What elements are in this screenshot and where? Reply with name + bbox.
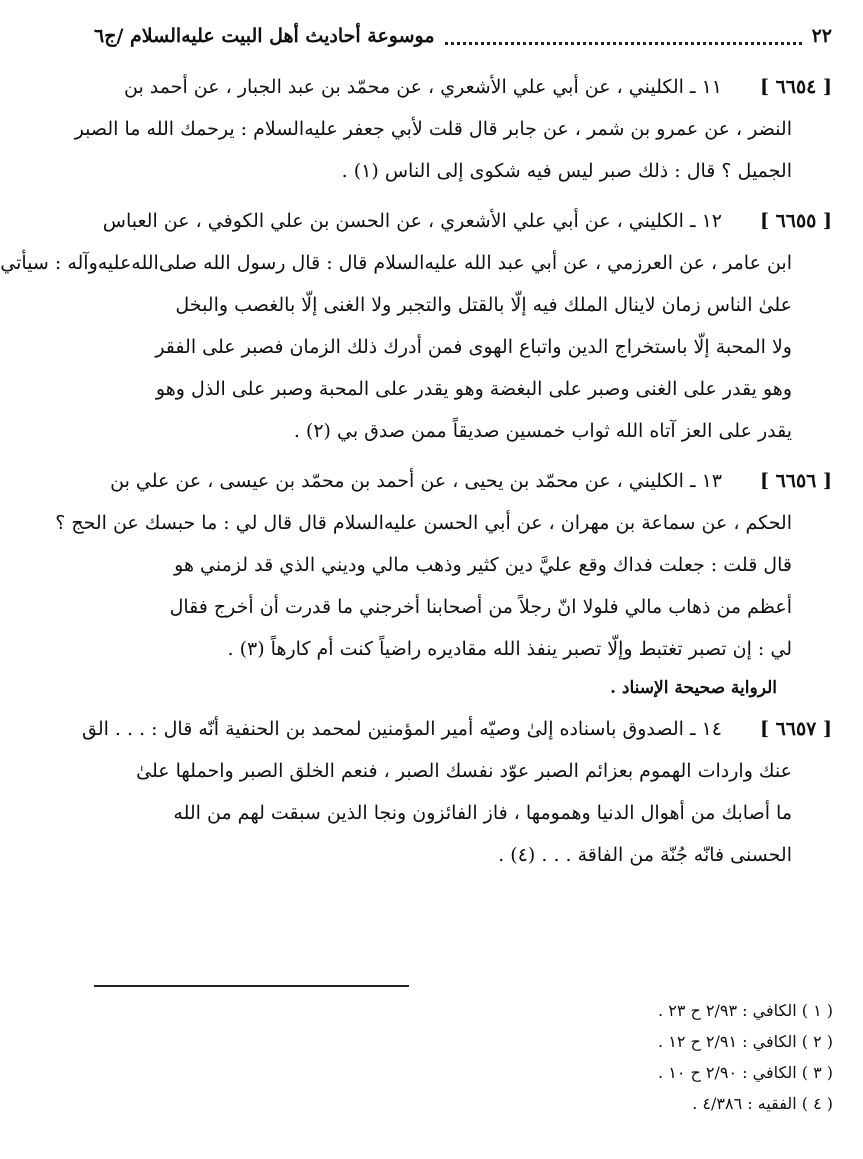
footnotes (95, 995, 833, 1119)
hadith-line: الجميل ؟ قال : ذلك صبر ليس فيه شكوى إلى الناس (١) . (341, 160, 792, 182)
hadith-line: علىٰ الناس زمان لاينال الملك فيه إلّا بالقتل والتجبر ولا الغنى إلّا بالغصب والبخل (175, 294, 792, 316)
hadith-line: ولا المحبة إلّا باستخراج الدين واتباع الهوى فمن أدرك ذلك الزمان فصبر على الفقر (155, 336, 792, 358)
hadith-line: ما أصابك من أهوال الدنيا وهمومها ، فاز الفائزون ونجا الذين سبقت لهم من الله (173, 802, 792, 824)
hadith-entry (74, 66, 832, 192)
page (0, 18, 832, 876)
hadith-entry (81, 708, 832, 876)
running-header (94, 18, 832, 54)
hadith-line: أعظم من ذهاب مالي فلولا انّ رجلاً من أصحابنا أخرجني ما قدرت أن أخرج فقال (169, 596, 792, 618)
hadith-entry (0, 200, 832, 452)
page-number: ٢٢ (811, 25, 832, 47)
hadith-line: ابن عامر ، عن العرزمي ، عن أبي عبد الله عليه‌السلام قال : قال رسول الله صلى‌الله‌عليه‌وآله : سيأتي (0, 252, 792, 274)
hadith-line: [ ٦٦٥٦ ] ١٣ ـ الكليني ، عن محمّد بن يحيى ، عن أحمد بن محمّد بن عيسى ، عن علي بن (94, 460, 832, 502)
hadith-number: [ ٦٦٥٥ ] (759, 210, 832, 232)
isnad-note: الرواية صحيحة الإسناد . (610, 678, 777, 698)
header-dot-leader (445, 28, 802, 45)
footnote: ( ٤ ) الفقيه : ٤/٣٨٦ . (692, 1094, 833, 1113)
hadith-entry (55, 460, 832, 706)
footnote-divider (94, 985, 409, 987)
hadith-number: [ ٦٦٥٤ ] (759, 76, 832, 98)
hadith-line: الحكم ، عن سماعة بن مهران ، عن أبي الحسن عليه‌السلام قال قال لي : ما حبسك عن الحج ؟ (55, 512, 792, 534)
hadith-number: [ ٦٦٥٧ ] (759, 718, 832, 740)
footnote: ( ٢ ) الكافي : ٢/٩١ ح ١٢ . (658, 1032, 833, 1051)
hadith-line: لي : إن تصبر تغتبط وإلّا تصبر ينفذ الله مقاديره راضياً كنت أم كارهاً (٣) . (227, 638, 792, 660)
hadith-line: الحسنى فانّه جُنّة من الفاقة . . . (٤) . (498, 844, 792, 866)
hadith-line: [ ٦٦٥٧ ] ١٤ ـ الصدوق باسناده إلىٰ وصيّه أمير المؤمنين لمحمد بن الحنفية أنّه قال : . . . الق (94, 708, 832, 750)
footnote: ( ١ ) الكافي : ٢/٩٣ ح ٢٣ . (658, 1001, 833, 1020)
hadith-line: عنك واردات الهموم بعزائم الصبر عوّد نفسك الصبر ، فنعم الخلق الصبر واحملها علىٰ (136, 760, 792, 782)
hadith-line: يقدر على العز آتاه الله ثواب خمسين صديقاً ممن صدق بي (٢) . (293, 420, 792, 442)
hadith-line: قال قلت : جعلت فداك وقع عليَّ دين كثير وذهب مالي وديني الذي قد لزمني هو (174, 554, 792, 576)
hadith-line: [ ٦٦٥٤ ] ١١ ـ الكليني ، عن أبي علي الأشعري ، عن محمّد بن عبد الجبار ، عن أحمد بن (94, 66, 832, 108)
hadith-line: النضر ، عن عمرو بن شمر ، عن جابر قال قلت لأبي جعفر عليه‌السلام : يرحمك الله ما الصبر (74, 118, 792, 140)
footnote: ( ٣ ) الكافي : ٢/٩٠ ح ١٠ . (658, 1063, 833, 1082)
hadith-line: وهو يقدر على الغنى وصبر على البغضة وهو يقدر على المحبة وصبر على الذل وهو (155, 378, 792, 400)
hadith-number: [ ٦٦٥٦ ] (759, 470, 832, 492)
book-title: موسوعة أحاديث أهل البيت عليه‌السلام /ج٦ (94, 25, 435, 47)
hadith-line: [ ٦٦٥٥ ] ١٢ ـ الكليني ، عن أبي علي الأشعري ، عن الحسن بن علي الكوفي ، عن العباس (94, 200, 832, 242)
